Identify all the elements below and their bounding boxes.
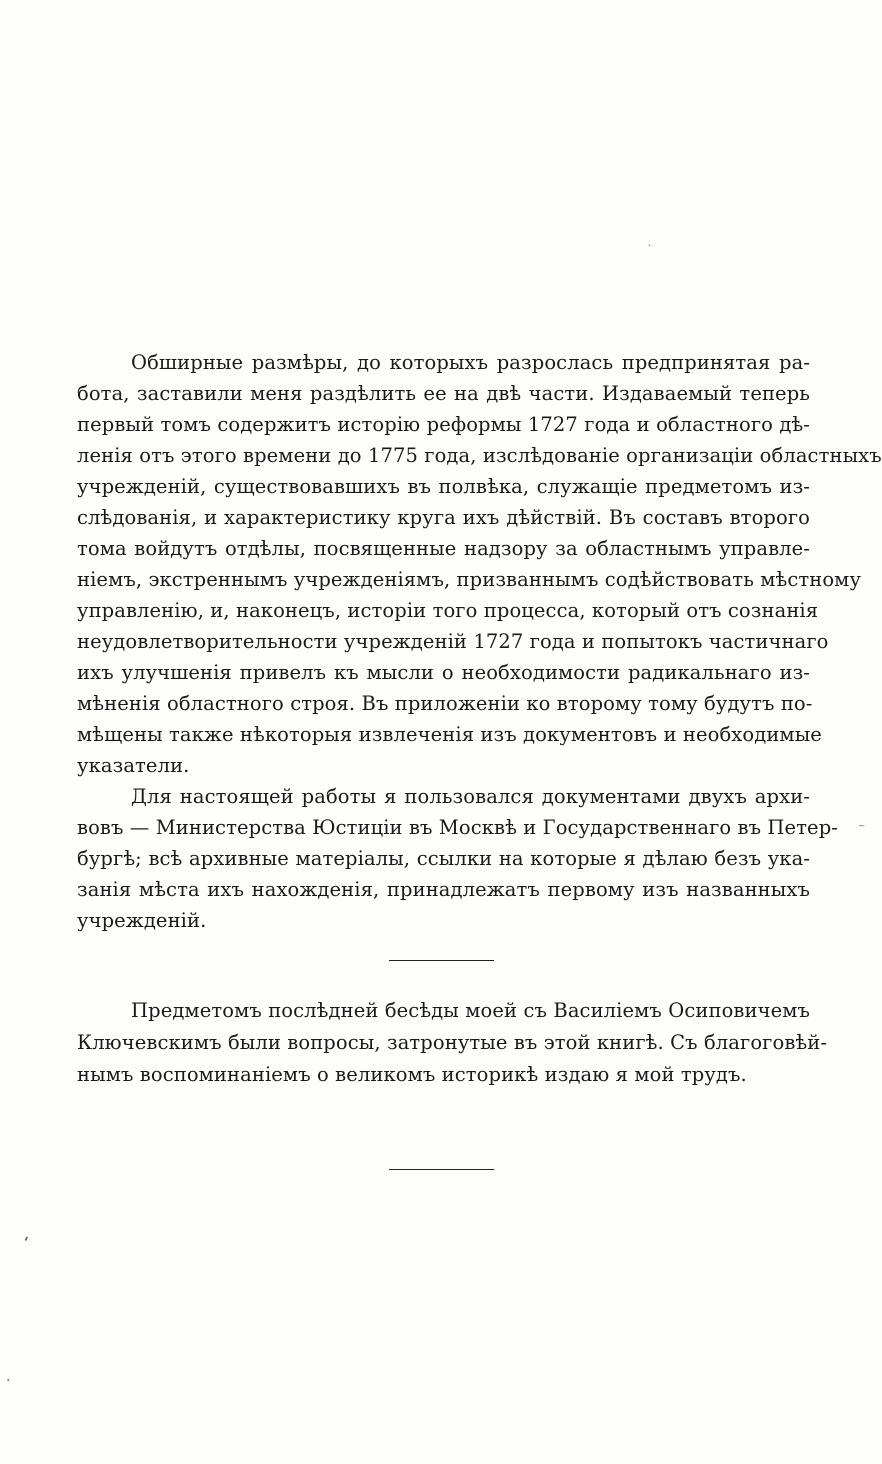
paragraph-1-line-6: слѣдованія, и характеристику круга ихъ дѣйствій. Въ составъ второго [77, 506, 810, 529]
paragraph-1-line-13: мѣщены также нѣкоторыя извлеченія изъ документовъ и необходимые [77, 723, 822, 746]
dedication-line-1: Предметомъ послѣдней бесѣды моей съ Василіемъ Осиповичемъ [131, 999, 810, 1022]
scan-speck: ‘ [24, 1235, 29, 1251]
paragraph-1-line-14: указатели. [77, 754, 190, 777]
paragraph-1-line-5: учрежденій, существовавшихъ въ полвѣка, служащіе предметомъ из- [77, 475, 810, 498]
paragraph-1-line-1: Обширные размѣры, до которыхъ разрослась предпринятая ра- [131, 351, 810, 374]
paragraph-2-line-1: Для настоящей работы я пользовался документами двухъ архи- [131, 785, 810, 808]
scan-speck: ⁻ [858, 821, 866, 837]
section-divider [389, 960, 494, 961]
paragraph-1-line-3: первый томъ содержитъ исторію реформы 1727 года и областного дѣ- [77, 413, 810, 436]
paragraph-2-line-3: бургѣ; всѣ архивные матеріалы, ссылки на которые я дѣлаю безъ ука- [77, 847, 810, 870]
paragraph-1-line-12: мѣненія областного строя. Въ приложеніи ко второму тому будутъ по- [77, 692, 813, 715]
paragraph-2-line-2: вовъ — Министерства Юстиціи въ Москвѣ и Государственнаго въ Петер- [77, 816, 838, 839]
paragraph-1-line-4: ленія отъ этого времени до 1775 года, изслѣдованіе организаціи областныхъ [77, 444, 882, 467]
paragraph-1-line-11: ихъ улучшенія привелъ къ мысли о необходимости радикальнаго из- [77, 661, 810, 684]
paragraph-2-line-4: занія мѣста ихъ нахожденія, принадлежатъ первому изъ названныхъ [77, 878, 810, 901]
scan-speck: · [6, 1373, 11, 1389]
paragraph-1-line-9: управленію, и, наконецъ, исторіи того процесса, который отъ сознанія [77, 599, 819, 622]
paragraph-1-line-2: бота, заставили меня раздѣлить ее на двѣ части. Издаваемый теперь [77, 382, 810, 405]
dedication-line-3: нымъ воспоминаніемъ о великомъ историкѣ издаю я мой трудъ. [77, 1063, 747, 1086]
dedication-line-2: Ключевскимъ были вопросы, затронутые въ этой книгѣ. Съ благоговѣй- [77, 1031, 828, 1054]
end-divider [389, 1169, 494, 1170]
paragraph-2-line-5: учрежденій. [77, 909, 207, 932]
paragraph-1-line-8: ніемъ, экстреннымъ учрежденіямъ, призваннымъ содѣйствовать мѣстному [77, 568, 862, 591]
paragraph-1-line-10: неудовлетворительности учрежденій 1727 года и попытокъ частичнаго [77, 630, 829, 653]
paragraph-1-line-7: тома войдутъ отдѣлы, посвященные надзору за областнымъ управле- [77, 537, 810, 560]
scan-speck: · [648, 241, 652, 252]
